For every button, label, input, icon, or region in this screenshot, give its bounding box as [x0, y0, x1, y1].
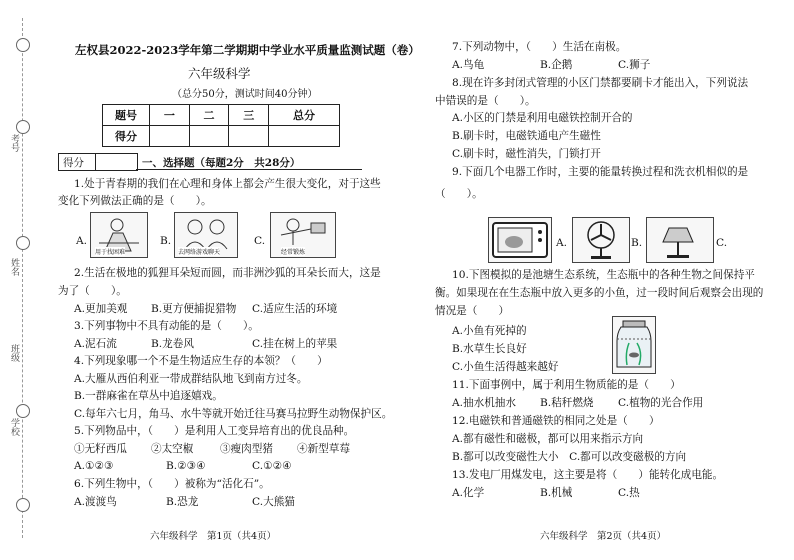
section-underline: [136, 169, 362, 170]
q9-option-a[interactable]: A.: [556, 237, 568, 249]
q3-option-c[interactable]: C.挂在树上的苹果: [252, 338, 338, 350]
score-table-header-row: [103, 105, 340, 126]
q6-option-b[interactable]: B.恐龙: [166, 496, 199, 508]
score-cell: 一: [150, 105, 190, 126]
question-13: 13.发电厂用煤发电，这主要是将（ ）能转化成电能。: [452, 469, 724, 481]
score-cell: 题号: [103, 105, 150, 126]
question-9-cont: （ ）。: [435, 188, 483, 200]
ecosystem-jar-icon: [613, 317, 655, 373]
q8-option-b[interactable]: B.刷卡时，电磁铁通电产生磁性: [452, 130, 601, 142]
q10-option-a[interactable]: A.小鱼有死掉的: [452, 325, 527, 337]
section-score-box: [58, 153, 138, 171]
q11-option-c[interactable]: C.植物的光合作用: [618, 397, 704, 409]
score-input-cell[interactable]: [189, 126, 229, 147]
question-9: 9.下面几个电器工作时，主要的能量转换过程和洗衣机相似的是: [452, 166, 749, 178]
binding-line: [22, 18, 23, 538]
q10-option-c[interactable]: C.小鱼生活得越来越好: [452, 361, 559, 373]
q1-caption-a: 用于找困难: [95, 249, 126, 256]
q9-option-c[interactable]: C.: [716, 237, 728, 249]
score-cell: 得分: [103, 126, 150, 147]
section-score-label: 得分: [63, 157, 84, 169]
q13-option-b[interactable]: B.机械: [540, 487, 573, 499]
q11-option-a[interactable]: A.抽水机抽水: [452, 397, 516, 409]
q2-option-a[interactable]: A.更加美观: [74, 303, 128, 315]
question-11: 11.下面事例中，属于利用生物质能的是（ ）: [452, 379, 681, 391]
binding-hole: [16, 236, 30, 250]
exam-info: （总分50分，测试时间40分钟）: [172, 89, 318, 100]
subject-title: 六年级科学: [188, 66, 251, 81]
question-8-cont: 中错误的是（ ）。: [435, 95, 536, 107]
q9-image-a: [488, 217, 552, 263]
q1-option-a[interactable]: A.: [76, 235, 88, 247]
question-2: 2.生活在极地的狐狸耳朵短而圆，而非洲沙狐的耳朵长而大，这是: [74, 267, 381, 279]
q8-option-a[interactable]: A.小区的门禁是利用电磁铁控制开合的: [452, 112, 633, 124]
q1-image-b: [174, 212, 238, 258]
q5-option-a[interactable]: A.①②③: [74, 460, 114, 472]
microwave-icon: [489, 218, 551, 262]
score-table-score-row: [103, 126, 340, 147]
q11-option-b[interactable]: B.秸秆燃烧: [540, 397, 594, 409]
q8-option-c[interactable]: C.刷卡时，磁性消失，门锁打开: [452, 148, 601, 160]
question-10: 10.下图模拟的是池塘生态系统，生态瓶中的各种生物之间保持平: [452, 269, 755, 281]
question-4: 4.下列现象哪一个不是生物适应生存的本领？（ ）: [74, 355, 328, 367]
question-10-cont-2: 情况是（ ）: [435, 305, 510, 317]
q9-image-b: [572, 217, 630, 263]
electric-fan-icon: [573, 218, 629, 262]
page-footer-left: 六年级科学 第1页（共4页）: [150, 531, 277, 542]
q6-option-a[interactable]: A.渡渡鸟: [74, 496, 117, 508]
q1-caption-c: 经常锻炼: [281, 249, 306, 256]
exam-title: 左权县2022-2023学年第二学期期中学业水平质量监测试题（卷）: [75, 43, 420, 57]
q12-option-a[interactable]: A.都有磁性和磁极，都可以用来指示方向: [452, 433, 644, 445]
q3-option-b[interactable]: B.龙卷风: [151, 338, 194, 350]
q6-option-c[interactable]: C.大熊猫: [252, 496, 295, 508]
q10-image: [612, 316, 656, 374]
q10-option-b[interactable]: B.水草生长良好: [452, 343, 527, 355]
q5-option-b[interactable]: B.②③④: [166, 460, 206, 472]
q9-image-c: [646, 217, 714, 263]
q5-item-1: ①无籽西瓜: [74, 443, 127, 455]
q1-caption-b: 去网络游戏聊天: [178, 249, 221, 256]
q5-option-c[interactable]: C.①②④: [252, 460, 292, 472]
q12-option-bc[interactable]: B.都可以改变磁性大小 C.都可以改变磁极的方向: [452, 451, 687, 463]
score-input-cell[interactable]: [269, 126, 340, 147]
q5-item-2: ②太空椒: [151, 443, 194, 455]
q7-option-c[interactable]: C.狮子: [618, 59, 651, 71]
score-cell: 总分: [269, 105, 340, 126]
exam-number-label: 考号: [9, 134, 19, 152]
class-label: 班级: [9, 344, 19, 362]
q1-option-b[interactable]: B.: [160, 235, 172, 247]
q7-option-a[interactable]: A.鸟龟: [452, 59, 485, 71]
question-1: 1.处于青春期的我们在心理和身体上都会产生很大变化，对于这些: [74, 178, 381, 190]
section-score-divider: [95, 154, 96, 170]
q13-option-c[interactable]: C.热: [618, 487, 640, 499]
q5-item-4: ④新型草莓: [297, 443, 350, 455]
section-title: 一、选择题（每题2分 共28分）: [142, 157, 301, 169]
question-10-cont-1: 衡。如果现在在生态瓶中放入更多的小鱼，过一段时间后观察会出现的: [435, 287, 764, 299]
q7-option-b[interactable]: B.企鹅: [540, 59, 573, 71]
question-6: 6.下列生物中，（ ）被称为“活化石”。: [74, 478, 270, 490]
binding-hole: [16, 120, 30, 134]
q1-image-a: [90, 212, 148, 258]
q1-image-c: [270, 212, 336, 258]
question-7: 7.下列动物中，（ ）生活在南极。: [452, 41, 627, 53]
score-cell: 二: [189, 105, 229, 126]
question-3: 3.下列事物中不具有动能的是（ ）。: [74, 320, 259, 332]
question-1-cont: 变化下列做法正确的是（ ）。: [58, 195, 212, 207]
school-label: 学校: [9, 418, 19, 436]
q2-option-b[interactable]: B.更方便捕捉猎物: [151, 303, 237, 315]
question-5: 5.下列物品中，（ ）是利用人工变异培育出的优良品种。: [74, 425, 355, 437]
q4-option-c[interactable]: C.每年六七月，角马、水牛等就开始迁往马赛马拉野生动物保护区。: [74, 408, 393, 420]
q4-option-a[interactable]: A.大雁从西伯利亚一带成群结队地飞到南方过冬。: [74, 373, 308, 385]
score-table: [102, 104, 340, 147]
binding-hole: [16, 404, 30, 418]
q13-option-a[interactable]: A.化学: [452, 487, 485, 499]
binding-hole: [16, 38, 30, 52]
desk-lamp-icon: [647, 218, 713, 262]
q1-option-c[interactable]: C.: [254, 235, 266, 247]
q4-option-b[interactable]: B.一群麻雀在草丛中追逐嬉戏。: [74, 390, 223, 402]
q9-option-b[interactable]: B.: [631, 237, 643, 249]
score-input-cell[interactable]: [229, 126, 269, 147]
page-footer-right: 六年级科学 第2页（共4页）: [540, 531, 667, 542]
q3-option-a[interactable]: A.泥石流: [74, 338, 117, 350]
name-label: 姓名: [9, 258, 19, 276]
score-input-cell[interactable]: [150, 126, 190, 147]
question-12: 12.电磁铁和普通磁铁的相同之处是（ ）: [452, 415, 660, 427]
binding-hole: [16, 498, 30, 512]
question-2-cont: 为了（ ）。: [58, 285, 127, 297]
score-cell: 三: [229, 105, 269, 126]
q2-option-c[interactable]: C.适应生活的环境: [252, 303, 338, 315]
question-8: 8.现在许多封闭式管理的小区门禁都要刷卡才能出入，下列说法: [452, 77, 749, 89]
q5-item-3: ③瘦肉型猪: [220, 443, 273, 455]
